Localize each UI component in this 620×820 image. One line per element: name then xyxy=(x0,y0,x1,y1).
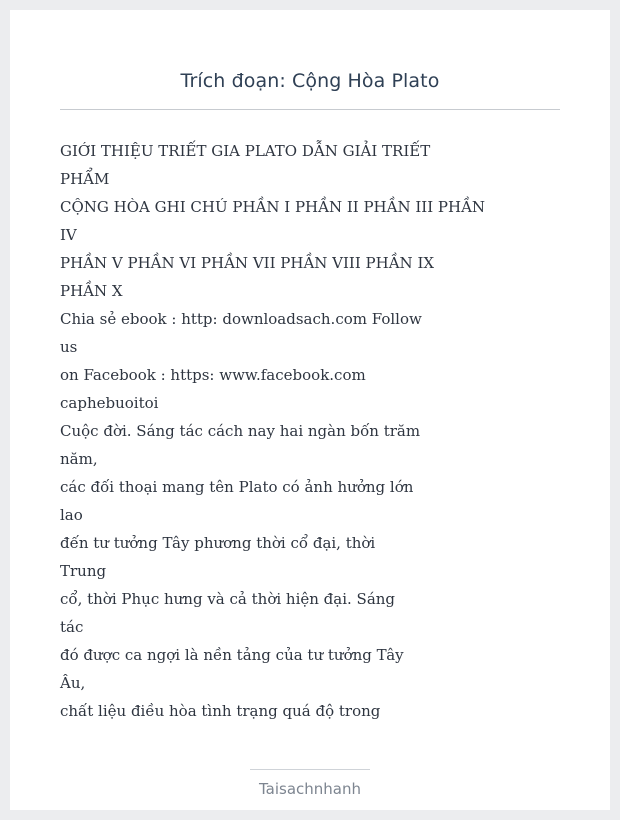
text-line: Cuộc đời. Sáng tác cách nay hai ngàn bốn trăm xyxy=(60,422,421,440)
text-line: đó được ca ngợi là nền tảng của tư tưởng Tây xyxy=(60,646,404,664)
text-line: us xyxy=(60,338,78,356)
footer-source: Taisachnhanh xyxy=(258,780,362,798)
excerpt-body xyxy=(60,137,486,725)
text-line: CỘNG HÒA GHI CHÚ PHẦN I PHẦN II PHẦN III PHẦN xyxy=(60,198,486,216)
text-line: PHẨM xyxy=(60,170,110,188)
text-line: GIỚI THIỆU TRIẾT GIA PLATO DẪN GIẢI TRIẾT xyxy=(60,142,431,160)
text-line: đến tư tưởng Tây phương thời cổ đại, thời xyxy=(60,534,376,552)
text-line: PHẦN X xyxy=(60,282,123,300)
text-line: Trung xyxy=(60,562,107,580)
text-line: các đối thoại mang tên Plato có ảnh hưởng lớn xyxy=(60,478,414,496)
text-line: lao xyxy=(60,506,83,524)
document-title: Trích đoạn: Cộng Hòa Plato xyxy=(180,70,440,92)
document-page xyxy=(10,10,610,810)
text-line: Âu, xyxy=(60,674,86,692)
text-line: Chia sẻ ebook : http: downloadsach.com Follow xyxy=(60,310,422,328)
text-line: PHẦN V PHẦN VI PHẦN VII PHẦN VIII PHẦN IX xyxy=(60,254,435,272)
text-line: IV xyxy=(60,226,77,244)
title-divider xyxy=(60,109,560,110)
text-line: on Facebook : https: www.facebook.com xyxy=(60,366,366,384)
text-line: năm, xyxy=(60,450,98,468)
footer-divider xyxy=(250,769,370,770)
text-line: cổ, thời Phục hưng và cả thời hiện đại. Sáng xyxy=(60,590,396,608)
text-line: caphebuoitoi xyxy=(60,394,159,412)
text-line: chất liệu điều hòa tình trạng quá độ trong xyxy=(60,702,381,720)
text-line: tác xyxy=(60,618,84,636)
